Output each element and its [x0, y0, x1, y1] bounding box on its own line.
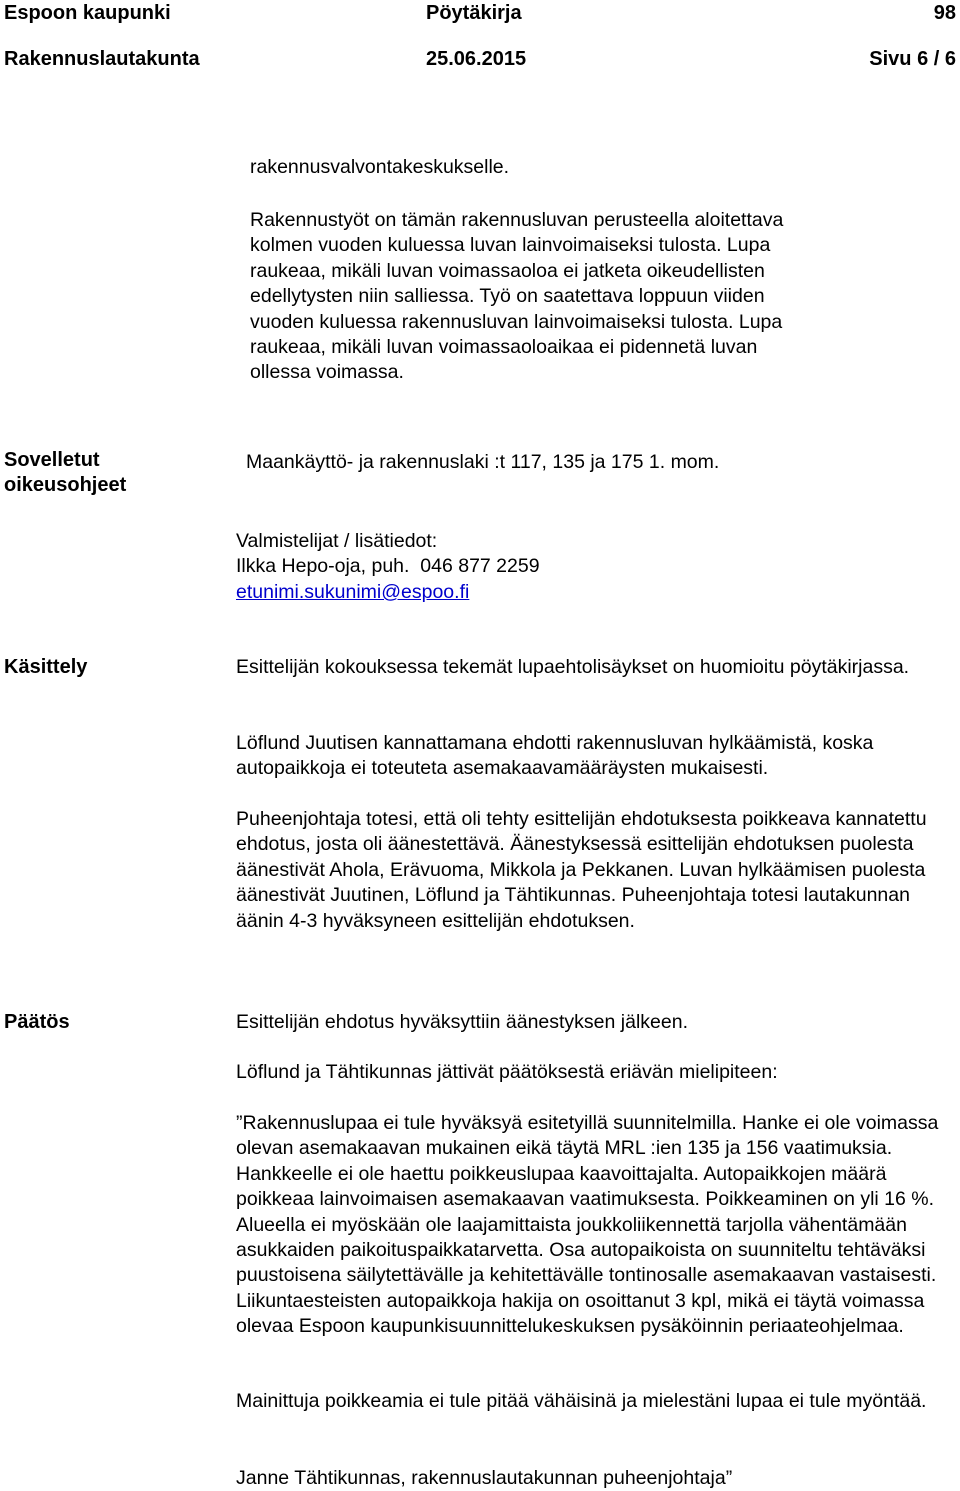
header-page: Sivu 6 / 6: [869, 48, 956, 70]
decision-paragraph: Löflund ja Tähtikunnas jättivät päätöksestä eriävän mielipiteen:: [236, 1061, 778, 1083]
contact-email-link[interactable]: etunimi.sukunimi@espoo.fi: [236, 581, 470, 603]
decision-label: Päätös: [4, 1011, 70, 1033]
header-organization: Espoon kaupunki: [4, 2, 171, 24]
legal-text: Maankäyttö- ja rakennuslaki :t 117, 135 ja 175 1. mom.: [246, 451, 720, 473]
header-doc-type: Pöytäkirja: [426, 2, 522, 24]
dissent-signature: Janne Tähtikunnas, rakennuslautakunnan puheenjohtaja”: [236, 1467, 733, 1489]
legal-label: Sovelletut oikeusohjeet: [4, 449, 127, 497]
continuation-text: rakennusvalvontakeskukselle.: [250, 156, 510, 178]
validity-paragraph: Rakennustyöt on tämän rakennusluvan perusteella aloitettava kolmen vuoden kuluessa luvan lainvoimaiseksi tulosta. Lupa raukeaa, mikäli luvan voimassaoloa ei jatketa oikeudellisten edellytysten niin salliessa. Työ on saatettava loppuun viiden vuoden kuluessa rakennusluvan lainvoimaiseksi tulosta. Lupa raukeaa, mikäli luvan voimassaoloaikaa ei pidennetä luvan ollessa voimassa.: [250, 209, 784, 384]
handling-paragraph: Löflund Juutisen kannattamana ehdotti rakennusluvan hylkäämistä, koska autopaikkoja ei toteuteta asemakaavamääräysten mukaisesti.: [236, 732, 874, 780]
dissent-quote: ”Rakennuslupaa ei tule hyväksyä esitetyillä suunnitelmilla. Hanke ei ole voimassa olevan asemakaavan mukainen eikä täytä MRL :ien 135 ja 156 vaatimuksia. Hankkeelle ei ole haettu poikkeuslupaa kaavoittajalta. Autopaikkojen määrä poikkeaa lainvoimaisen asemakaavan vaatimuksesta. Poikkeaminen on yli 16 %. Alueella ei myöskään ole laajamittaista joukkoliikennettä tarjolla vähentämään asukkaiden paikoituspaikkatarvetta. Osa autopaikoista on suunniteltu tehtäväksi puustoisena säilytettävälle ja kehitettävälle tontinosalle asemakaavan vastaisesti. Liikuntaesteisten autopaikkoja hakija on osoittanut 3 kpl, mikä ei täytä voimassa olevaa Espoon kaupunkisuunnittelukeskuksen pysäköinnin periaateohjelmaa.: [236, 1112, 939, 1338]
header-number: 98: [933, 2, 956, 24]
contact-person: Ilkka Hepo-oja, puh. 046 877 2259: [236, 555, 540, 577]
handling-paragraph: Esittelijän kokouksessa tekemät lupaehtolisäykset on huomioitu pöytäkirjassa.: [236, 656, 910, 678]
decision-paragraph: Esittelijän ehdotus hyväksyttiin äänestyksen jälkeen.: [236, 1011, 689, 1033]
dissent-conclusion: Mainittuja poikkeamia ei tule pitää vähäisinä ja mielestäni lupaa ei tule myöntää.: [236, 1390, 927, 1412]
handling-label: Käsittely: [4, 656, 88, 678]
header-date: 25.06.2015: [426, 48, 527, 70]
contact-heading: Valmistelijat / lisätiedot:: [236, 530, 438, 552]
handling-paragraph: Puheenjohtaja totesi, että oli tehty esittelijän ehdotuksesta poikkeava kannatettu ehdotus, josta oli äänestettävä. Äänestyksessä esittelijän ehdotuksen puolesta äänestivät Ahola, Erävuoma, Mikkola ja Pekkanen. Luvan hylkäämisen puolesta äänestivät Juutinen, Löflund ja Tähtikunnas. Puheenjohtaja totesi lautakunnan äänin 4-3 hyväksyneen esittelijän ehdotuksen.: [236, 808, 927, 932]
header-committee: Rakennuslautakunta: [4, 48, 200, 70]
